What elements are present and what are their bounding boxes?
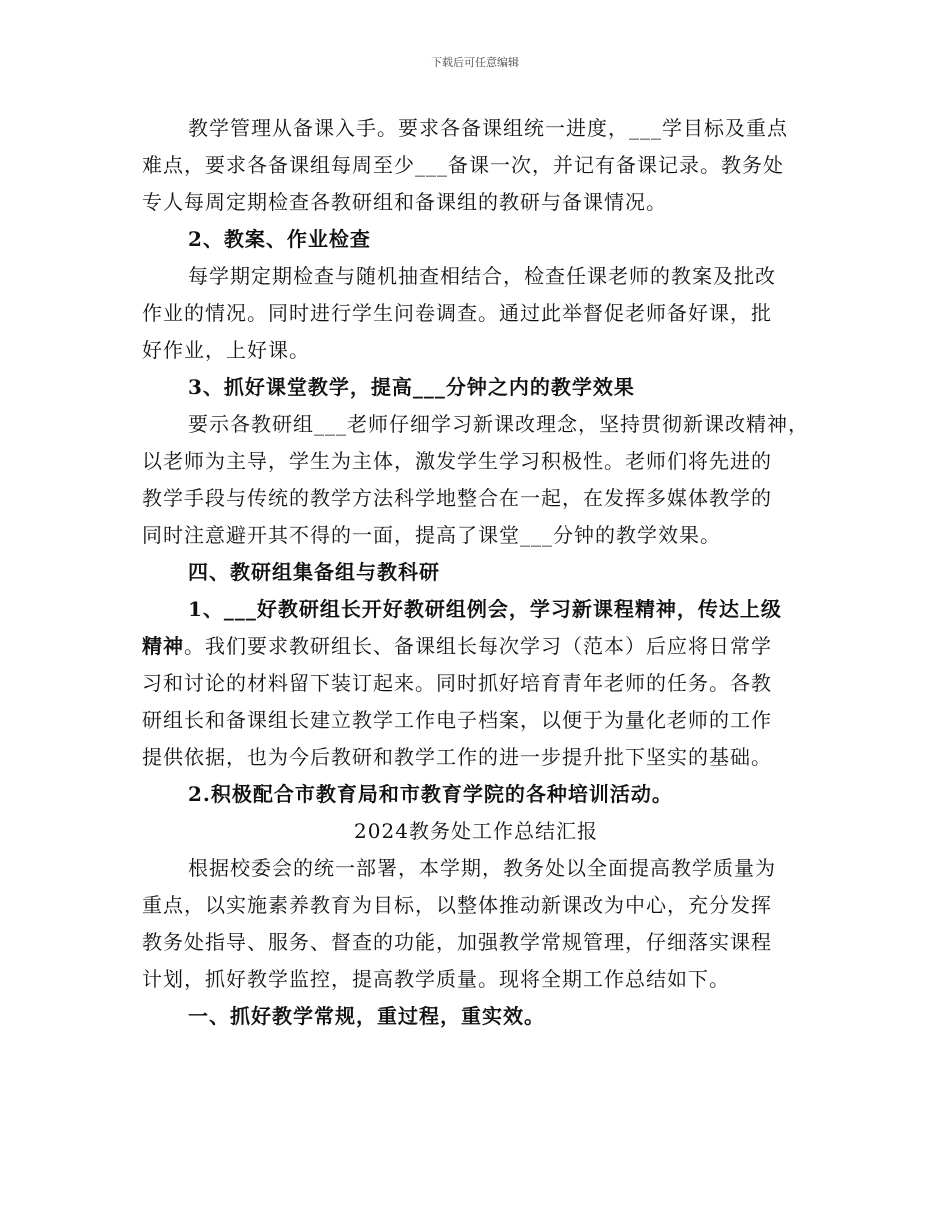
paragraph-line: 同时注意避开其不得的一面，提高了课堂___分钟的教学效果。	[142, 523, 721, 547]
bold-text: 精神	[142, 634, 184, 658]
section-heading: 1、___好教研组长开好教研组例会，学习新课程精神，传达上级	[188, 597, 782, 621]
page-header: 下载后可任意编辑	[431, 56, 519, 69]
document-title: 2024教务处工作总结汇报	[354, 819, 598, 843]
paragraph-line: 教务处指导、服务、督查的功能，加强教学常规管理，仔细落实课程	[142, 930, 772, 954]
document-body	[142, 110, 810, 1035]
section-heading: 四、教研组集备组与教科研	[188, 560, 440, 584]
section-heading: 3、抓好课堂教学，提高___分钟之内的教学效果	[188, 375, 635, 399]
paragraph-line: 要示各教研组___老师仔细学习新课改理念，坚持贯彻新课改精神，	[188, 412, 809, 436]
section-heading: 一、抓好教学常规，重过程，重实效。	[188, 1004, 545, 1028]
section-heading: 2.积极配合市教育局和市教育学院的各种培训活动。	[188, 782, 673, 806]
paragraph-line: 教学手段与传统的教学方法科学地整合在一起，在发挥多媒体教学的	[142, 486, 772, 510]
section-heading: 2、教案、作业检查	[188, 227, 371, 251]
paragraph-line: 根据校委会的统一部署，本学期，教务处以全面提高教学质量为	[188, 856, 776, 880]
paragraph-line	[142, 628, 810, 665]
paragraph-line: 研组长和备课组长建立教学工作电子档案，以便于为量化老师的工作	[142, 708, 772, 732]
paragraph-line: 教学管理从备课入手。要求各备课组统一进度，___学目标及重点	[188, 116, 788, 140]
paragraph-text: 。我们要求教研组长、备课组长每次学习（范本）后应将日常学	[184, 634, 772, 658]
paragraph-line: 好作业，上好课。	[142, 338, 310, 362]
paragraph-line: 以老师为主导，学生为主体，激发学生学习积极性。老师们将先进的	[142, 449, 772, 473]
paragraph-line: 习和讨论的材料留下装订起来。同时抓好培育青年老师的任务。各教	[142, 671, 772, 695]
paragraph-line: 提供依据，也为今后教研和教学工作的进一步提升批下坚实的基础。	[142, 745, 772, 769]
paragraph-line: 每学期定期检查与随机抽查相结合，检查任课老师的教案及批改	[188, 264, 776, 288]
paragraph-line: 难点，要求各备课组每周至少___备课一次，并记有备课记录。教务处	[142, 153, 784, 177]
paragraph-line: 专人每周定期检查各教研组和备课组的教研与备课情况。	[142, 190, 667, 214]
paragraph-line: 计划，抓好教学监控，提高教学质量。现将全期工作总结如下。	[142, 967, 730, 991]
paragraph-line: 重点，以实施素养教育为目标，以整体推动新课改为中心，充分发挥	[142, 893, 772, 917]
paragraph-line: 作业的情况。同时进行学生问卷调查。通过此举督促老师备好课，批	[142, 301, 772, 325]
